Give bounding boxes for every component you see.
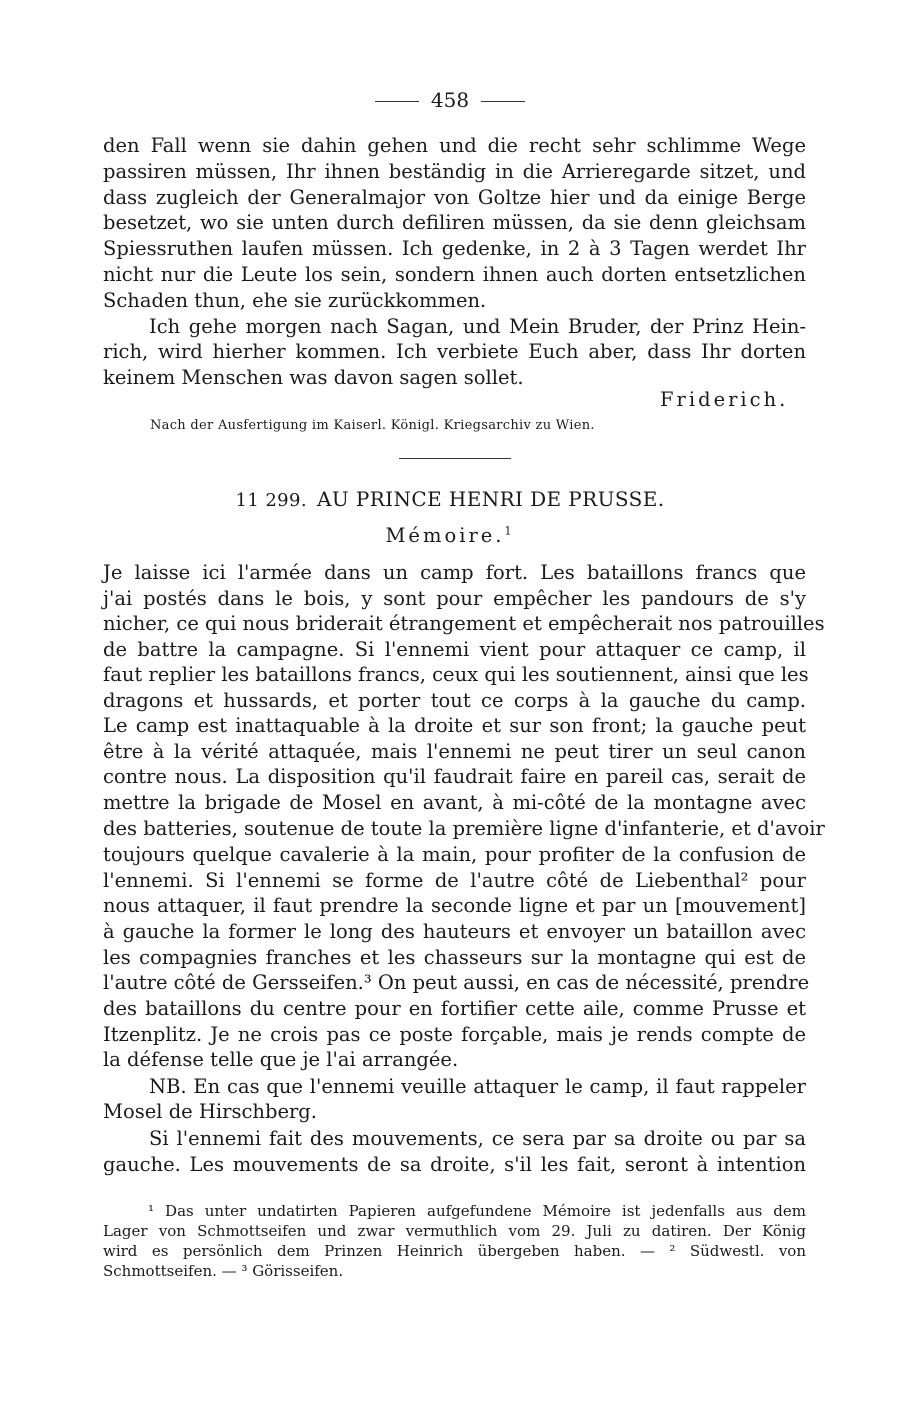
- memoire-line: Itzenplitz. Je ne crois pas ce poste forçable, mais je rends compte de: [103, 1023, 806, 1046]
- memoire-line: Le camp est inattaquable à la droite et sur son front; la gauche peut: [103, 714, 806, 737]
- memoire-line: à gauche la former le long des hauteurs et envoyer un bataillon avec: [103, 920, 806, 943]
- memoire-line: faut replier les bataillons francs, ceux qui les soutiennent, ainsi que les: [103, 663, 809, 686]
- memoire-line: l'autre côté de Gersseifen.³ On peut aussi, en cas de nécessité, prendre: [103, 971, 810, 994]
- letter-line: Spiessruthen laufen müssen. Ich gedenke, in 2 à 3 Tagen werdet Ihr: [103, 237, 806, 260]
- memoire-line: dragons et hussards, et porter tout ce corps à la gauche du camp.: [103, 689, 806, 712]
- memoire-line: les compagnies franches et les chasseurs sur la montagne qui est de: [103, 946, 806, 969]
- memoire-line: la défense telle que je l'ai arrangée.: [103, 1048, 459, 1071]
- memoire-subtitle: [0, 524, 900, 547]
- memoire-line: des batteries, soutenue de toute la première ligne d'infanterie, et d'avoir: [103, 817, 825, 840]
- heading-title: AU PRINCE HENRI DE PRUSSE.: [317, 487, 665, 511]
- letter-line: Schaden thun, ehe sie zurückkommen.: [103, 289, 487, 312]
- signature: Friderich.: [660, 388, 789, 411]
- subtitle-text: Mémoire.: [385, 524, 505, 547]
- letter-line: den Fall wenn sie dahin gehen und die recht sehr schlimme Wege: [103, 134, 806, 157]
- section-divider: [399, 458, 511, 459]
- footnote-line: wird es persönlich dem Prinzen Heinrich übergeben haben. — ² Südwestl. von: [103, 1242, 806, 1260]
- footnote-marker: 1: [504, 524, 515, 538]
- letter-line: dass zugleich der Generalmajor von Goltze hier und da einige Berge: [103, 186, 806, 209]
- memoire-line: des bataillons du centre pour en fortifier cette aile, comme Prusse et: [103, 997, 806, 1020]
- footnote-line: Schmottseifen. — ³ Görisseifen.: [103, 1262, 344, 1280]
- heading-number: 11 299.: [235, 490, 308, 511]
- footnote-line: Lager von Schmottseifen und zwar vermuthlich vom 29. Juli zu datiren. Der König: [103, 1222, 806, 1240]
- memoire-line: être à la vérité attaquée, mais l'ennemi ne peut tirer un seul canon: [103, 740, 806, 763]
- memoire-line: l'ennemi. Si l'ennemi se forme de l'autre côté de Liebenthal² pour: [103, 869, 806, 892]
- memoire-line: NB. En cas que l'ennemi veuille attaquer le camp, il faut rappeler: [149, 1075, 806, 1098]
- page-number-dash-left: [375, 101, 419, 102]
- memoire-line: j'ai postés dans le bois, y sont pour empêcher les pandours de s'y: [103, 587, 806, 610]
- memoire-line: Je laisse ici l'armée dans un camp fort. Les bataillons francs que: [103, 561, 806, 584]
- letter-line: passiren müssen, Ihr ihnen beständig in die Arrieregarde sitzet, und: [103, 160, 806, 183]
- memoire-line: de battre la campagne. Si l'ennemi vient pour attaquer ce camp, il: [103, 638, 806, 661]
- letter-line: Ich gehe morgen nach Sagan, und Mein Bruder, der Prinz Hein-: [149, 315, 806, 338]
- source-note: Nach der Ausfertigung im Kaiserl. Königl. Kriegsarchiv zu Wien.: [150, 418, 595, 433]
- memoire-line: nicher, ce qui nous briderait étrangement et empêcherait nos patrouilles: [103, 612, 825, 635]
- page-number-text: 458: [430, 88, 470, 112]
- memoire-line: toujours quelque cavalerie à la main, pour profiter de la confusion de: [103, 843, 806, 866]
- document-heading: [0, 487, 900, 511]
- letter-line: rich, wird hierher kommen. Ich verbiete Euch aber, dass Ihr dorten: [103, 340, 806, 363]
- letter-line: nicht nur die Leute los sein, sondern ihnen auch dorten entsetzlichen: [103, 263, 806, 286]
- page-number: [0, 88, 900, 112]
- letter-line: keinem Menschen was davon sagen sollet.: [103, 366, 524, 389]
- memoire-line: gauche. Les mouvements de sa droite, s'il les fait, seront à intention: [103, 1153, 806, 1176]
- memoire-line: mettre la brigade de Mosel en avant, à mi-côté de la montagne avec: [103, 791, 806, 814]
- page-number-dash-right: [481, 101, 525, 102]
- footnote-line: ¹ Das unter undatirten Papieren aufgefundene Mémoire ist jedenfalls aus dem: [148, 1202, 806, 1220]
- memoire-line: contre nous. La disposition qu'il faudrait faire en pareil cas, serait de: [103, 765, 806, 788]
- memoire-line: nous attaquer, il faut prendre la seconde ligne et par un [mouvement]: [103, 894, 806, 917]
- memoire-line: Si l'ennemi fait des mouvements, ce sera par sa droite ou par sa: [149, 1127, 806, 1150]
- memoire-line: Mosel de Hirschberg.: [103, 1100, 317, 1123]
- letter-line: besetzet, wo sie unten durch defiliren müssen, da sie denn gleichsam: [103, 211, 806, 234]
